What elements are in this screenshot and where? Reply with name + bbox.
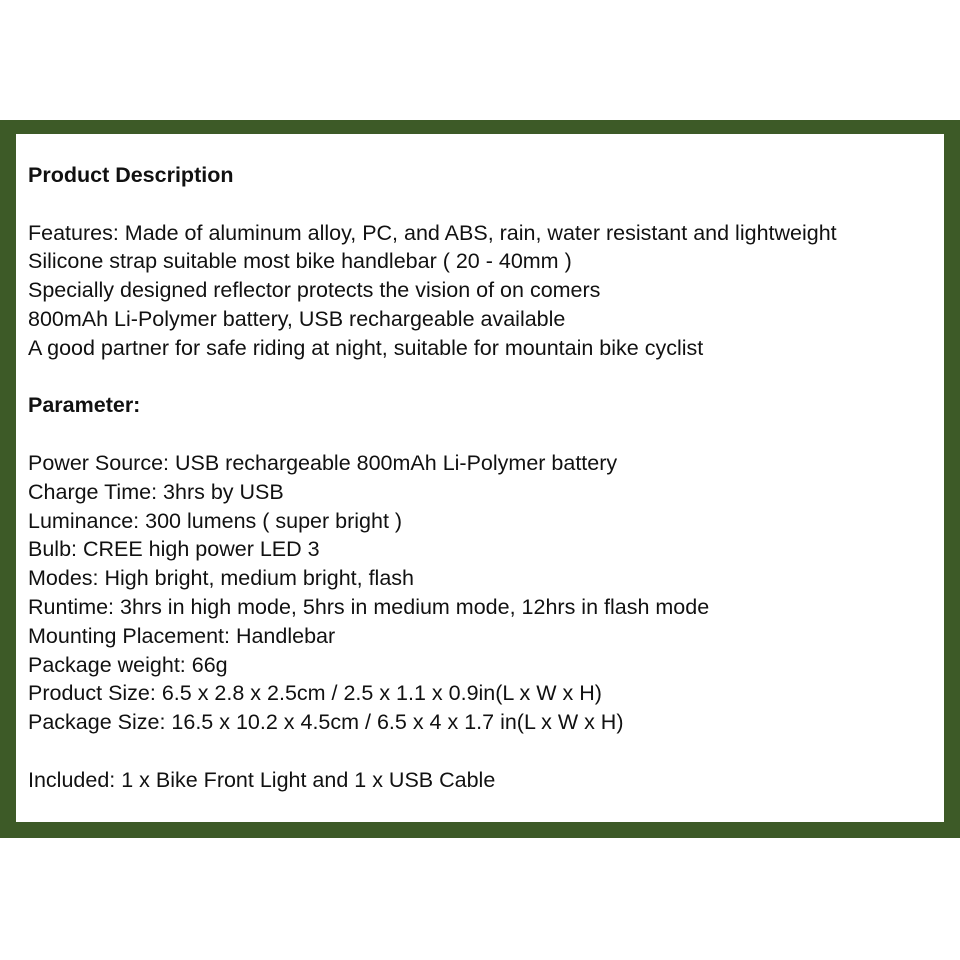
included-line: Included: 1 x Bike Front Light and 1 x USB Cable: [28, 767, 496, 792]
product-description-heading: Product Description: [28, 163, 234, 187]
feature-line: Features: Made of aluminum alloy, PC, and ABS, rain, water resistant and lightweight: [28, 220, 837, 245]
parameter-line: Mounting Placement: Handlebar: [28, 623, 336, 648]
parameter-line: Bulb: CREE high power LED 3: [28, 537, 320, 562]
spacer: [28, 737, 944, 766]
parameter-line: Power Source: USB rechargeable 800mAh Li-Polymer battery: [28, 450, 618, 475]
parameter-line: Product Size: 6.5 x 2.8 x 2.5cm / 2.5 x 1.1 x 0.9in(L x W x H): [28, 681, 602, 706]
parameter-line: Charge Time: 3hrs by USB: [28, 479, 284, 504]
parameter-heading: Parameter:: [28, 393, 141, 418]
parameter-line: Runtime: 3hrs in high mode, 5hrs in medium mode, 12hrs in flash mode: [28, 594, 710, 619]
parameter-line: Luminance: 300 lumens ( super bright ): [28, 508, 403, 533]
spacer: [28, 420, 944, 449]
spacer: [28, 363, 944, 392]
parameter-line: Modes: High bright, medium bright, flash: [28, 566, 414, 591]
parameter-line: Package weight: 66g: [28, 652, 228, 677]
product-text-block: [28, 161, 944, 795]
feature-line: 800mAh Li-Polymer battery, USB rechargeable available: [28, 306, 566, 331]
description-panel: [16, 134, 944, 822]
feature-line: Specially designed reflector protects the vision of on comers: [28, 278, 601, 303]
feature-line: Silicone strap suitable most bike handlebar ( 20 - 40mm ): [28, 249, 572, 274]
green-border-frame: [0, 120, 960, 838]
parameter-line: Package Size: 16.5 x 10.2 x 4.5cm / 6.5 x 4 x 1.7 in(L x W x H): [28, 710, 624, 735]
feature-line: A good partner for safe riding at night, suitable for mountain bike cyclist: [28, 335, 704, 360]
spacer: [28, 190, 944, 219]
